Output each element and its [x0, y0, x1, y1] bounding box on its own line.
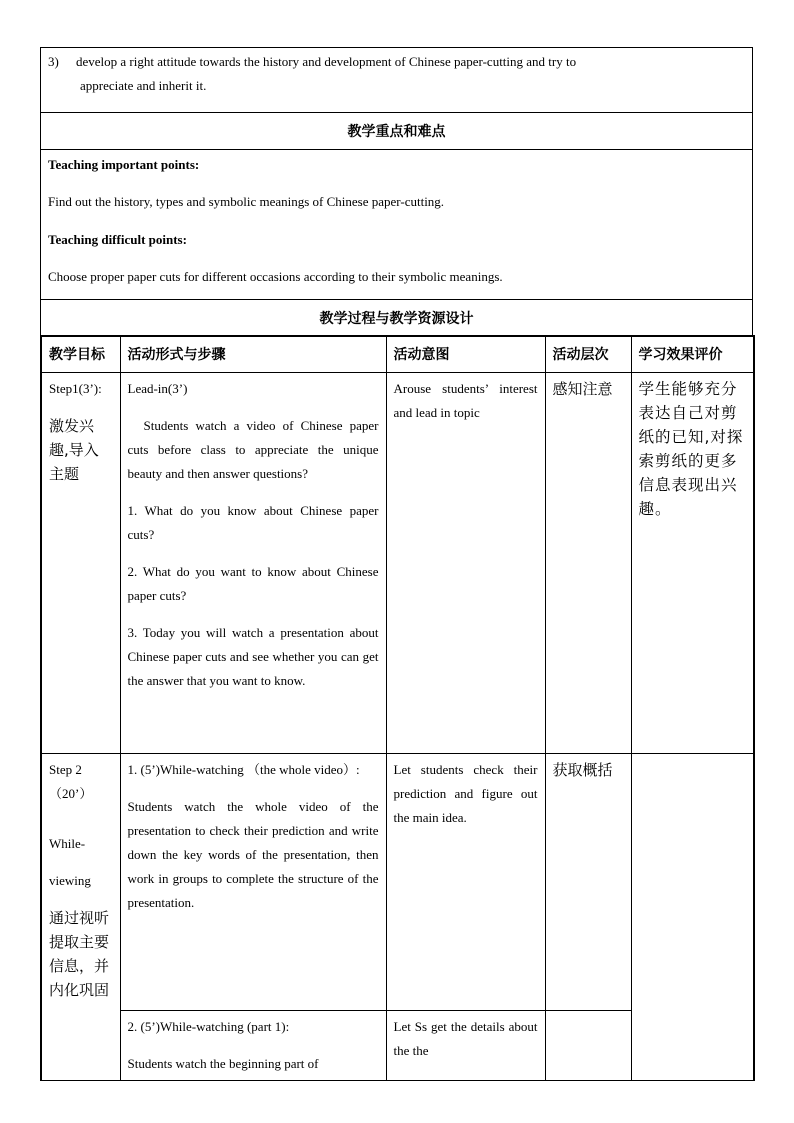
step1-question-2: 2. What do you want to know about Chinese paper cuts?: [127, 564, 379, 603]
step2-activity-1-title: 1. (5’)While-watching （the whole video）:: [127, 762, 360, 777]
step1-evaluation-text: 学生能够充分表达自己对剪纸的已知,对探索剪纸的更多信息表现出兴趣。: [638, 380, 744, 518]
step1-level: [545, 373, 631, 754]
step2-purpose-2-text: Let Ss get the details about the the: [393, 1019, 538, 1058]
step2-goal-en-1: While-: [49, 836, 86, 851]
process-heading: 教学过程与教学资源设计: [41, 300, 753, 337]
step1-question-1: 1. What do you know about Chinese paper cuts?: [127, 503, 379, 542]
teaching-process-table: [40, 335, 755, 1081]
step2-activity-1-text: Students watch the whole video of the presentation to check their prediction and write down the key words of the presentation, then work in groups to complete the structure of the presentation.: [127, 799, 379, 910]
step1-evaluation: [631, 373, 754, 754]
step1-goal-cn: 激发兴趣,导入主题: [49, 417, 99, 483]
step2-goal: [41, 754, 120, 1081]
step2-purpose-2: [386, 1011, 545, 1081]
difficult-points-label: Teaching difficult points:: [48, 232, 187, 247]
step1-goal-en: Step1(3’):: [49, 381, 102, 396]
objective-line-2: appreciate and inherit it.: [80, 78, 207, 93]
step1-level-text: 感知注意: [552, 380, 613, 398]
step2-purpose-1: [386, 754, 545, 1011]
step1-goal: [41, 373, 120, 754]
keypoints-heading-row: [41, 113, 753, 150]
keypoints-heading: 教学重点和难点: [41, 113, 753, 150]
objective-item-3: [48, 50, 745, 74]
step2-goal-en-2: viewing: [49, 873, 91, 888]
col-header-evaluation: 学习效果评价: [631, 336, 754, 373]
objective-line-1: develop a right attitude towards the history and development of Chinese paper-cutting and try to: [76, 54, 577, 69]
step2-goal-line1: Step 2: [49, 762, 82, 777]
step2-purpose-1-text: Let students check their prediction and figure out the main idea.: [393, 762, 538, 825]
objective-cell: [41, 48, 753, 113]
col-header-activity: 活动形式与步骤: [120, 336, 386, 373]
step2-goal-line2: （20’）: [49, 786, 93, 801]
important-points-label: Teaching important points:: [48, 157, 200, 172]
step1-question-3: 3. Today you will watch a presentation about Chinese paper cuts and see whether you can get the answer that you want to know.: [127, 625, 379, 688]
step2-level-1: [545, 754, 631, 1011]
column-header-row: [41, 336, 754, 373]
objective-number: 3): [48, 54, 59, 69]
col-header-goal: 教学目标: [41, 336, 120, 373]
keypoints-row: [41, 150, 753, 300]
step1-activity-intro: Students watch a video of Chinese paper cuts before class to appreciate the unique beauty and then answer questions?: [127, 418, 379, 481]
step1-activity: [120, 373, 386, 754]
keypoints-cell: [41, 150, 753, 300]
step2-evaluation: [631, 754, 754, 1081]
important-points-text: Find out the history, types and symbolic meanings of Chinese paper-cutting.: [48, 194, 445, 209]
difficult-points-text: Choose proper paper cuts for different occasions according to their symbolic meanings.: [48, 269, 503, 284]
step2-activity-2: [120, 1011, 386, 1081]
step2-activity-2-text: Students watch the beginning part of: [127, 1056, 319, 1071]
objective-row: [41, 48, 753, 113]
step2-level-1-text: 获取概括: [552, 761, 613, 779]
step1-purpose-text: Arouse students’ interest and lead in topic: [393, 381, 538, 420]
step1-activity-title: Lead-in(3’): [127, 381, 188, 396]
step2-activity-2-title: 2. (5’)While-watching (part 1):: [127, 1019, 290, 1034]
step2-activity-1: [120, 754, 386, 1011]
process-heading-row: [41, 300, 753, 337]
step2-goal-cn: 通过视听提取主要信息，并内化巩固: [49, 909, 110, 999]
step2-part1-row: [41, 754, 754, 1011]
step1-row: [41, 373, 754, 754]
col-header-level: 活动层次: [545, 336, 631, 373]
objectives-and-keypoints-table: [40, 47, 753, 337]
step2-level-2: [545, 1011, 631, 1081]
step1-purpose: [386, 373, 545, 754]
col-header-purpose: 活动意图: [386, 336, 545, 373]
